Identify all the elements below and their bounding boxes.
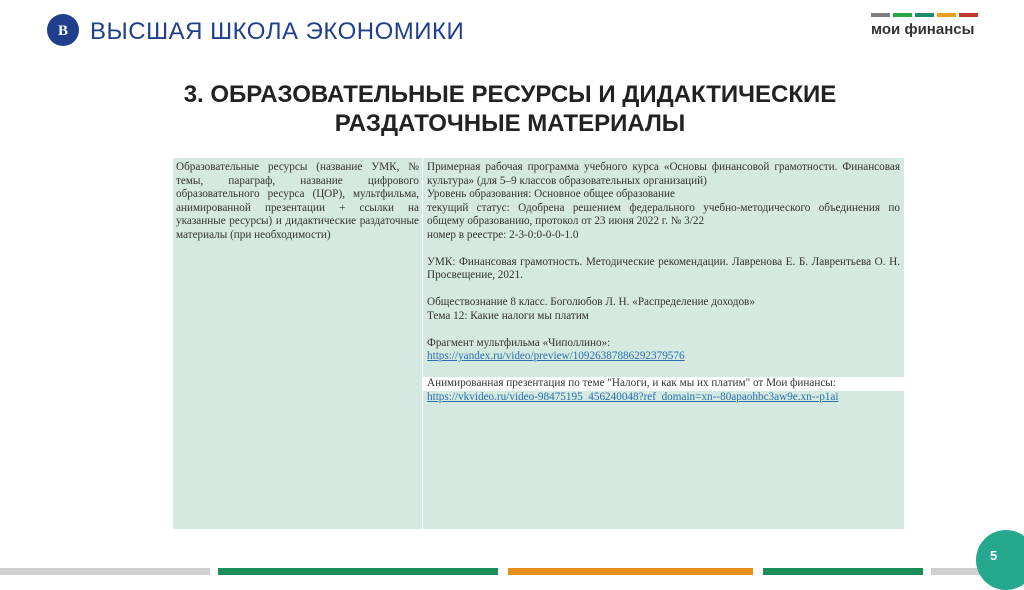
textbook-reference: Обществознание 8 класс. Боголюбов Л. Н. «Распределение доходов» [427,296,755,308]
approval-status: текущий статус: Одобрена решением федерального учебно-методического объединения по общему образованию, протокол от 23 июня 2022 г. № 3/22 [427,201,900,227]
svg-text:В: В [57,23,69,39]
umk-reference: УМК: Финансовая грамотность. Методические рекомендации. Лавренова Е. Б. Лаврентьева О. Н. Просвещение, 2021. [427,255,900,281]
table-content-cell [423,158,904,529]
resources-table [173,158,904,529]
partner-logo: мои финансы [871,21,975,38]
page-number: 5 [990,548,998,563]
cartoon-link[interactable]: https://yandex.ru/video/preview/10926387886292379576 [427,350,685,362]
registry-number: номер в реестре: 2-3-0:0-0-0-1.0 [427,228,579,241]
slide-title-line1: 3. ОБРАЗОВАТЕЛЬНЫЕ РЕСУРСЫ И ДИДАКТИЧЕСКИЕ [183,81,837,108]
cartoon-label: Фрагмент мультфильма «Чиполлино»: [427,336,611,349]
slide-title-line2: РАЗДАТОЧНЫЕ МАТЕРИАЛЫ [334,110,686,137]
presentation-link[interactable]: https://vkvideo.ru/video-98475195_456240048?ref_domain=xn--80apaohbc3aw9e.xn--p1ai [427,390,839,403]
university-name: ВЫСШАЯ ШКОЛА ЭКОНОМИКИ [90,18,465,45]
hse-logo-icon [47,14,79,46]
partner-stripes [871,13,978,17]
education-level: Уровень образования: Основное общее образование [427,188,675,200]
program-title: Примерная рабочая программа учебного курса «Основы финансовой грамотности. Финансовая культура» (для 5–9 классов образовательных организаций) [427,161,900,187]
presentation-label: Анимированная презентация по теме "Налоги, и как мы их платим" от Мои финансы: [427,377,836,389]
footer-bars [0,568,1024,575]
slide-title [130,80,890,138]
page-number-badge [976,530,1024,590]
topic-reference: Тема 12: Какие налоги мы платим [427,309,589,322]
presentation-block [423,377,904,391]
table-label-cell: Образовательные ресурсы (название УМК, № темы, параграф, название цифрового образовательного ресурса (ЦОР), мультфильма, анимированной презентации + ссылки на указанные ресурсы) и дидактические раздаточные материалы (при необходимости) [173,158,423,529]
